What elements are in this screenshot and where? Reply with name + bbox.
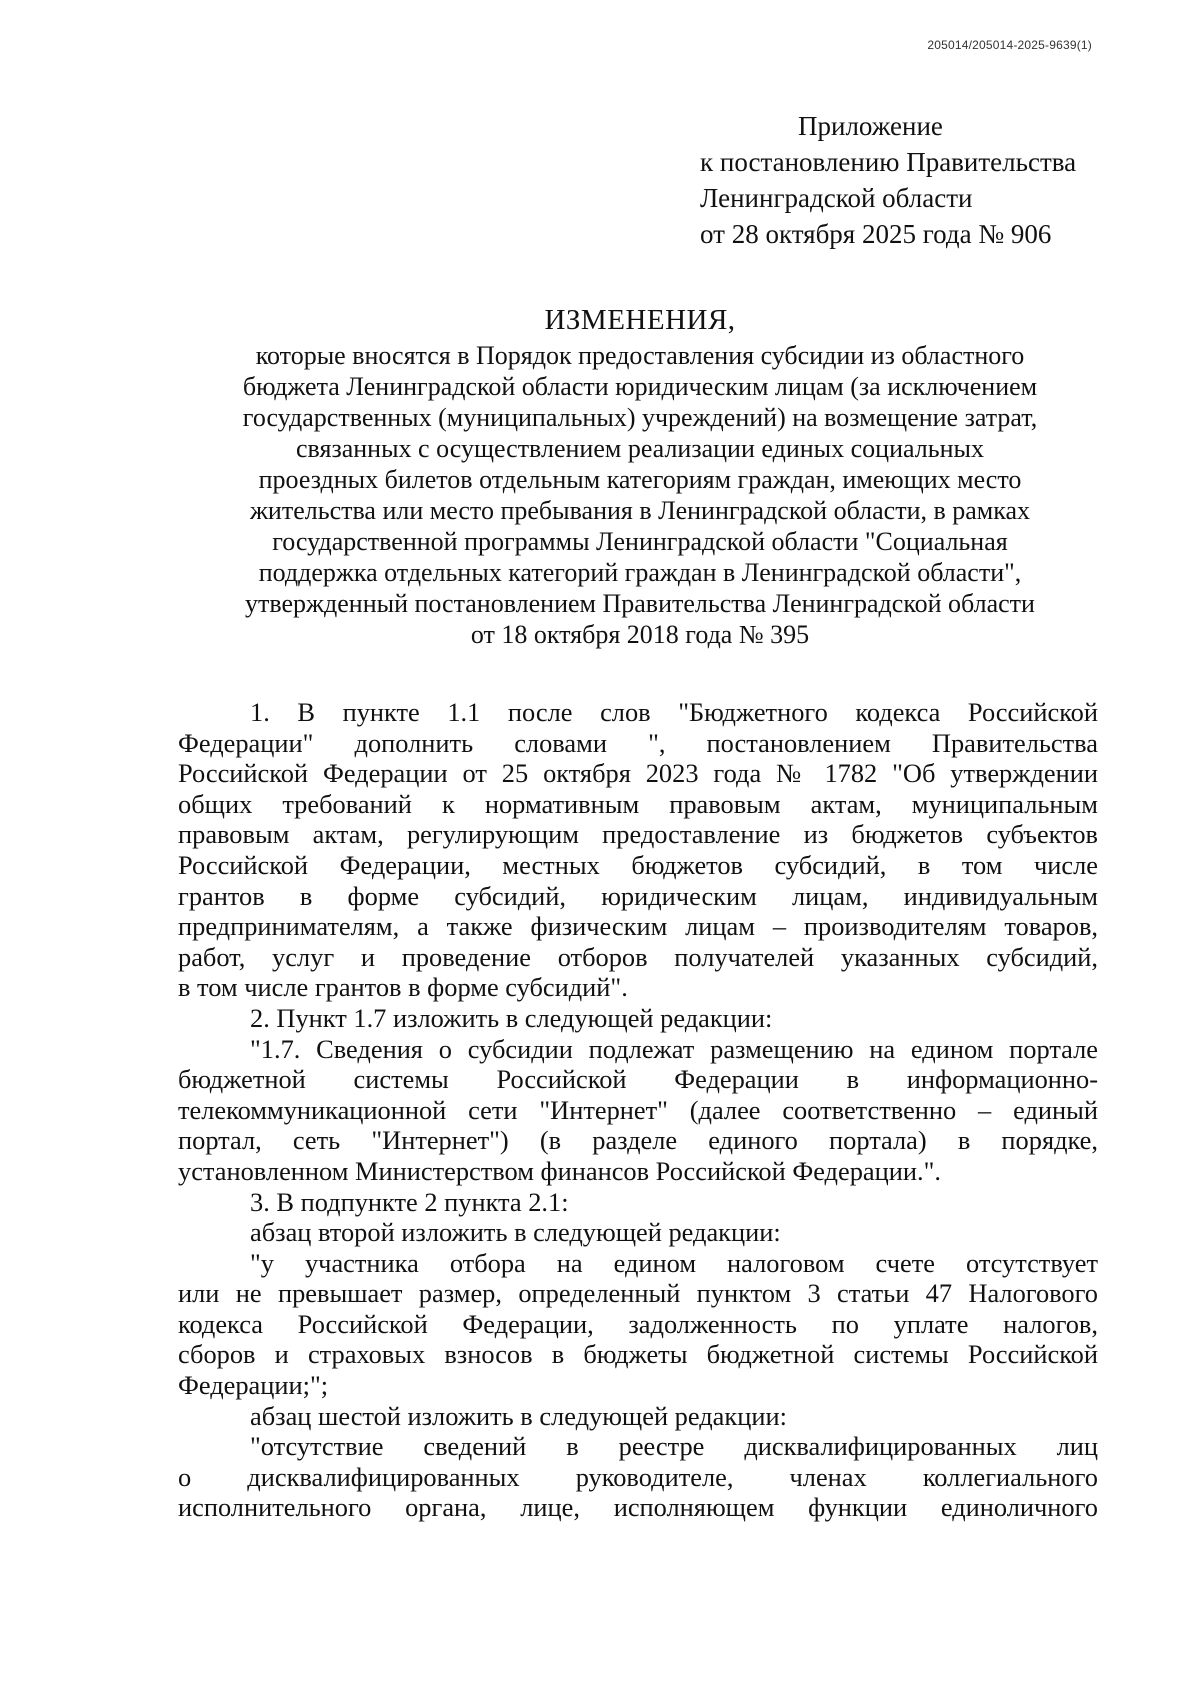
body-line: кодекса Российской Федерации, задолженность по уплате налогов, [178,1308,1098,1339]
subtitle-line: от 18 октября 2018 года № 395 [470,620,810,649]
body-line: Российской Федерации от 25 октября 2023 года № 1782 "Об утверждении [178,758,1098,789]
body-line: бюджетной системы Российской Федерации в информационно- [178,1064,1098,1095]
subtitle-line: которые вносятся в Порядок предоставления субсидии из областного [255,341,1025,370]
annex-line: к постановлению Правительства [700,147,1077,177]
body-line: 1. В пункте 1.1 после слов "Бюджетного кодекса Российской [250,697,1098,727]
subtitle-line: бюджета Ленинградской области юридическим лицам (за исключением [242,372,1038,401]
document-subtitle [150,340,1130,650]
body-line: грантов в форме субсидий, юридическим лицам, индивидуальным [178,880,1098,911]
document-id: 205014/205014-2025-9639(1) [927,38,1092,52]
body-line: "отсутствие сведений в реестре дисквалифицированных лиц [250,1431,1098,1462]
subtitle-line: связанных с осуществлением реализации единых социальных [296,434,984,463]
body-line: правовым актам, регулирующим предоставление из бюджетов субъектов [178,819,1098,850]
body-line: 2. Пункт 1.7 изложить в следующей редакции: [250,1002,773,1033]
subtitle-line: проездных билетов отдельным категориям граждан, имеющих место [258,465,1022,494]
body-line: портал, сеть "Интернет") (в разделе единого портала) в порядке, [178,1125,1098,1156]
body-line: Федерации;"; [178,1370,329,1401]
body-line: телекоммуникационной сети "Интернет" (далее соответственно – единый [178,1094,1098,1125]
subtitle-line: утвержденный постановлением Правительства Ленинградской области [245,589,1035,618]
annex-line: Приложение [798,111,943,141]
body-line: 3. В подпункте 2 пункта 2.1: [250,1186,569,1217]
subtitle-line: государственной программы Ленинградской области "Социальная [272,527,1008,556]
subtitle-line: поддержка отдельных категорий граждан в Ленинградской области", [258,558,1022,587]
body-line: установленном Министерством финансов Российской Федерации.". [178,1155,941,1186]
subtitle-line: жительства или место пребывания в Ленинградской области, в рамках [249,496,1031,525]
body-line: сборов и страховых взносов в бюджеты бюджетной системы Российской [178,1339,1098,1370]
body-line: Федерации" дополнить словами ", постановлением Правительства [178,727,1098,758]
body-line: "у участника отбора на едином налоговом счете отсутствует [250,1247,1098,1278]
body-line: общих требований к нормативным правовым актам, муниципальным [178,788,1098,819]
body-line: абзац шестой изложить в следующей редакции: [250,1400,787,1431]
body-line: абзац второй изложить в следующей редакции: [250,1217,781,1248]
body-line: в том числе грантов в форме субсидий". [178,972,628,1003]
body-line: Российской Федерации, местных бюджетов субсидий, в том числе [178,849,1098,880]
body-line: работ, услуг и проведение отборов получателей указанных субсидий, [178,941,1098,972]
body-line: о дисквалифицированных руководителе, членах коллегиального [178,1461,1098,1492]
document-title: ИЗМЕНЕНИЯ, [544,304,736,336]
subtitle-line: государственных (муниципальных) учреждений) на возмещение затрат, [242,403,1038,432]
title-block [150,300,1130,650]
document-body [178,697,1098,1523]
annex-line: Ленинградской области [700,183,973,213]
body-line: или не превышает размер, определенный пунктом 3 статьи 47 Налогового [178,1278,1098,1309]
annex-line: от 28 октября 2025 года № 906 [700,219,1052,249]
body-line: исполнительного органа, лице, исполняющем функции единоличного [178,1492,1098,1523]
body-line: предпринимателям, а также физическим лицам – производителям товаров, [178,911,1098,942]
body-line: "1.7. Сведения о субсидии подлежат размещению на едином портале [250,1033,1098,1064]
annex-block [700,108,1076,252]
